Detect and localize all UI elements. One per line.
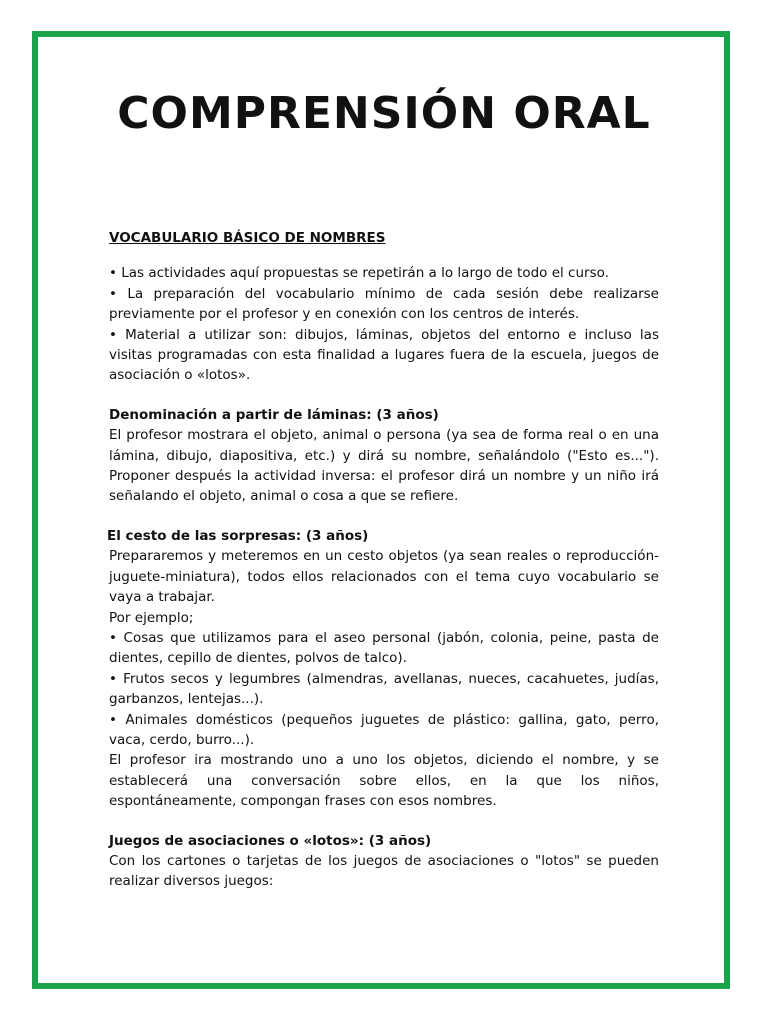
cesto-heading: El cesto de las sorpresas: (3 años) [107, 527, 369, 544]
bullet-item: • Las actividades aquí propuestas se repetirán a lo largo de todo el curso. [109, 265, 609, 282]
laminas-body: El profesor mostrara el objeto, animal o persona (ya sea de forma real o en una lámina, dibujo, diapositiva, etc.) y dirá su nombre, señalándolo ("Esto es..."). Proponer después la actividad inversa: el profesor dirá un nombre y un niño irá señalando el objeto, animal o cosa a que se refiere. [109, 427, 659, 505]
bullet-item: • Animales domésticos (pequeños juguetes de plástico: gallina, gato, perro, vaca, cerdo, burro...). [109, 711, 659, 748]
example-label: Por ejemplo; [109, 609, 194, 626]
lotos-heading: Juegos de asociaciones o «lotos»: (3 años) [109, 832, 432, 849]
bullet-item: • La preparación del vocabulario mínimo de cada sesión debe realizarse previamente por el profesor y en conexión con los centros de interés. [109, 285, 659, 323]
laminas-heading: Denominación a partir de láminas: (3 años) [109, 406, 439, 423]
cesto-intro: Prepararemos y meteremos en un cesto objetos (ya sean reales o reproducción-juguete-miniatura), todos ellos relacionados con el tema cuyo vocabulario se vaya a trabajar. [109, 548, 659, 606]
lotos-body: Con los cartones o tarjetas de los juegos de asociaciones o "lotos" se pueden realizar diversos juegos: [109, 852, 659, 890]
document-body [109, 228, 659, 892]
bullet-item: • Material a utilizar son: dibujos, láminas, objetos del entorno e incluso las visitas programadas con esta finalidad a lugares fuera de la escuela, juegos de asociación o «lotos». [109, 326, 659, 384]
bullet-item: • Frutos secos y legumbres (almendras, avellanas, nueces, cacahuetes, judías, garbanzos, lentejas...). [109, 670, 659, 708]
vocabulary-heading: VOCABULARIO BÁSICO DE NOMBRES [109, 230, 386, 246]
page-title: COMPRENSIÓN ORAL [117, 88, 651, 139]
cesto-closing: El profesor ira mostrando uno a uno los objetos, diciendo el nombre, y se establecerá una conversación sobre ellos, en la que los niños, espontáneamente, compongan frases con esos nombres. [109, 752, 659, 810]
bullet-item: • Cosas que utilizamos para el aseo personal (jabón, colonia, peine, pasta de dientes, cepillo de dientes, polvos de talco). [109, 629, 659, 667]
